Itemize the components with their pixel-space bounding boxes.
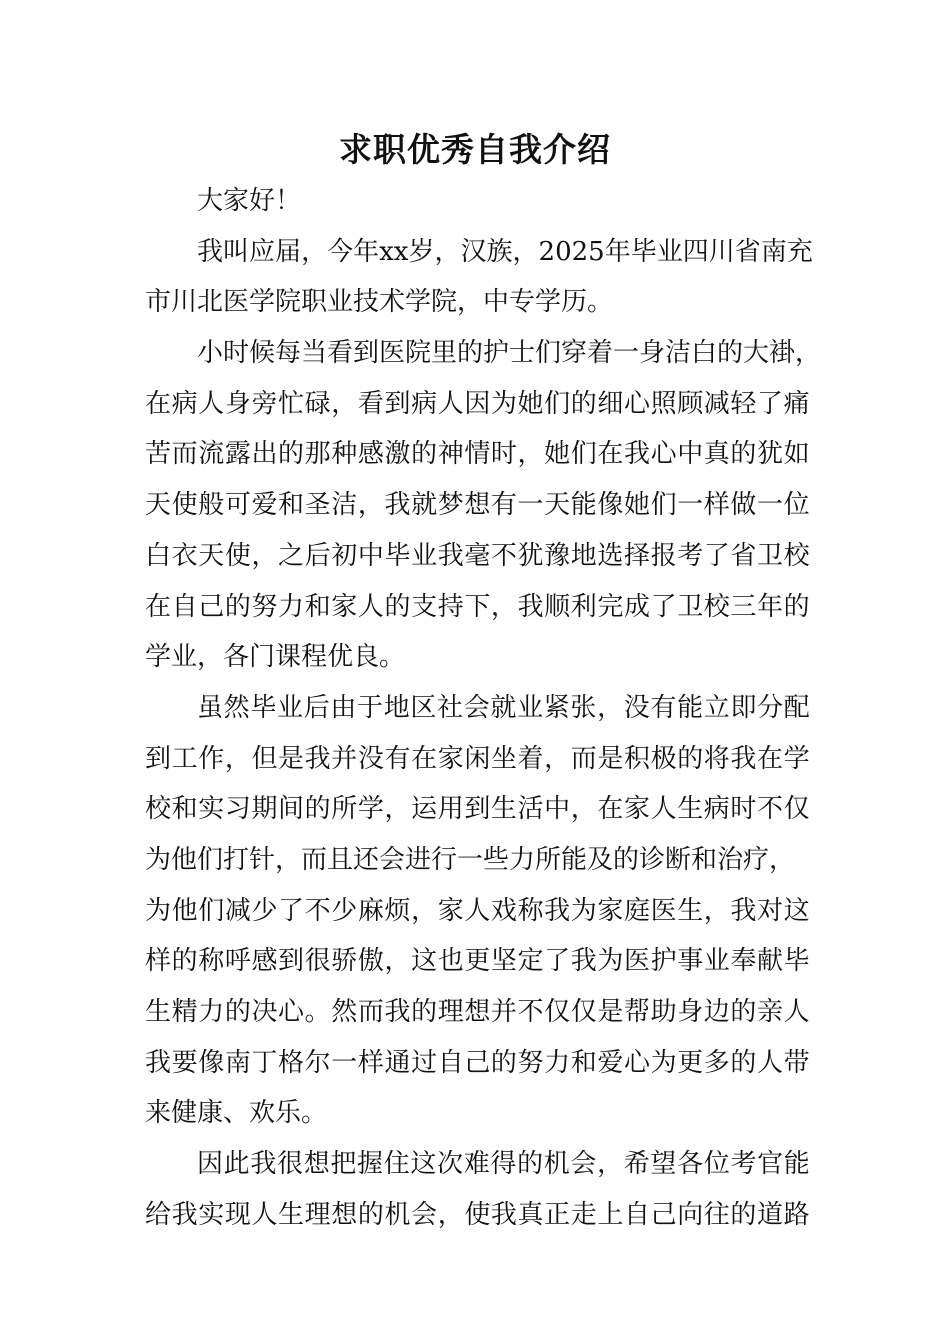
paragraph-line: 给 我 实 现 人 生 理 想 的 机 会 ， 使 我 真 正 走 上 自 己 向 往 的 道 路 (145, 1199, 810, 1230)
paragraph-line: 小时候每当看到医院里的护士们穿着一身洁白的大褂， (197, 338, 822, 369)
document-body (145, 176, 822, 1240)
paragraph-line: 为 他 们 减 少 了 不 少 麻 烦 ， 家 人 戏 称 我 为 家 庭 医 生 ， 我 对 这 (145, 895, 810, 926)
paragraph-line: 到 工 作 ， 但 是 我 并 没 有 在 家 闲 坐 着 ， 而 是 积 极 的 将 我 在 学 (145, 743, 810, 774)
document-title: 求职优秀自我介绍 (339, 130, 611, 169)
paragraph-line: 在 病 人 身 旁 忙 碌 ， 看 到 病 人 因 为 她 们 的 细 心 照 顾 减 轻 了 痛 (145, 388, 810, 419)
paragraph-line: 天 使 般 可 爱 和 圣 洁 ， 我 就 梦 想 有 一 天 能 像 她 们 一 样 做 一 位 (145, 490, 810, 521)
paragraph-line: 我 要 像 南 丁 格 尔 一 样 通 过 自 己 的 努 力 和 爱 心 为 更 多 的 人 带 (145, 1047, 810, 1078)
paragraph-line: 苦 而 流 露 出 的 那 种 感 激 的 神 情 时 ， 她 们 在 我 心 中 真 的 犹 如 (145, 439, 810, 470)
paragraph-line: 白 衣 天 使 ， 之 后 初 中 毕 业 我 毫 不 犹 豫 地 选 择 报 考 了 省 卫 校 (145, 540, 810, 571)
paragraph-line: 样 的 称 呼 感 到 很 骄 傲 ， 这 也 更 坚 定 了 我 为 医 护 事 业 奉 献 毕 (145, 946, 810, 977)
greeting-line: 大家好！ (197, 186, 302, 216)
paragraph-line: 为他们打针，而且还会进行一些力所能及的诊断和治疗， (145, 844, 796, 875)
paragraph-line: 生 精 力 的 决 心 。 然 而 我 的 理 想 并 不 仅 仅 是 帮 助 身 边 的 亲 人 (145, 997, 810, 1027)
paragraph-line: 我 叫 应 届 ， 今 年 x x 岁 ， 汉 族 ， 2 0 2 5 年 毕 业 四 川 省 南 充 (197, 236, 813, 267)
paragraph-line: 来健康、欢乐。 (145, 1098, 328, 1129)
paragraph-line: 因 此 我 很 想 把 握 住 这 次 难 得 的 机 会 ， 希 望 各 位 考 官 能 (197, 1149, 810, 1180)
paragraph-line: 学业，各门课程优良。 (145, 642, 406, 673)
paragraph-line: 市川北医学院职业技术学院，中专学历。 (145, 287, 614, 318)
paragraph-line: 虽 然 毕 业 后 由 于 地 区 社 会 就 业 紧 张 ， 没 有 能 立 即 分 配 (197, 692, 810, 723)
paragraph-line: 校 和 实 习 期 间 的 所 学 ， 运 用 到 生 活 中 ， 在 家 人 生 病 时 不 仅 (145, 794, 810, 825)
paragraph-line: 在 自 己 的 努 力 和 家 人 的 支 持 下 ， 我 顺 利 完 成 了 卫 校 三 年 的 (145, 591, 810, 622)
